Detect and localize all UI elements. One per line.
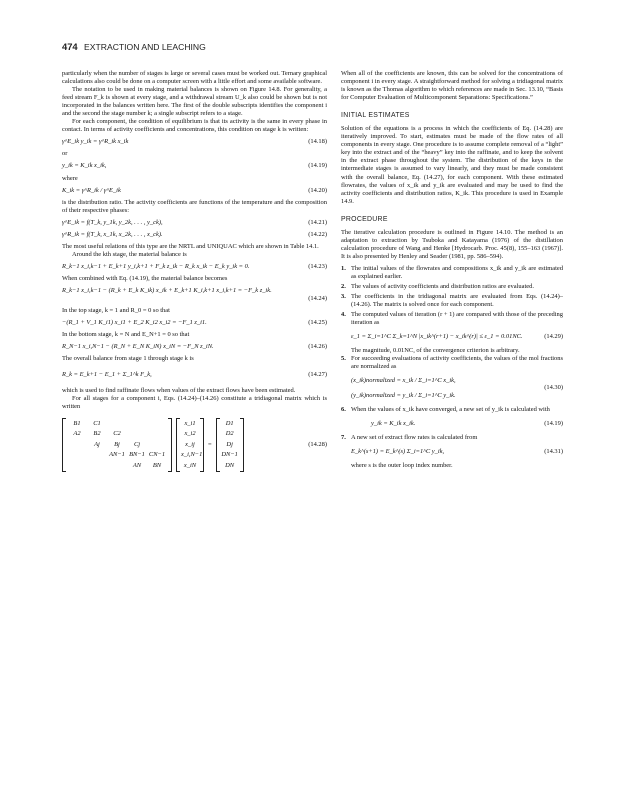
equation-text: R_k−1 x_i,k−1 − (R_k + E_k K_ik) x_ik + E_k+1 K_i,k+1 x_i,k+1 = −F_k z_ik. bbox=[62, 286, 272, 294]
equation-14-30 bbox=[341, 377, 563, 399]
equation-text: y_ik = K_ik x_ik, bbox=[62, 162, 107, 170]
item-text: The coefficients in the tridiagonal matrix are evaluated from Eqs. (14.24)–(14.26). The matrix is solved once for each component. bbox=[351, 293, 563, 309]
matrix-cell: B2 bbox=[93, 430, 101, 438]
equation-number: (14.27) bbox=[308, 371, 327, 379]
paragraph: The magnitude, 0.01NC, of the convergence criterion is arbitrary. bbox=[351, 347, 520, 355]
paragraph: Around the kth stage, the material balance is bbox=[72, 250, 187, 258]
list-item bbox=[341, 265, 563, 281]
equation-number: (14.31) bbox=[544, 447, 563, 455]
matrix-cell: AN−1 bbox=[109, 451, 125, 459]
paragraph: For each component, the condition of equilibrium is that its activity is the same in every phase in contact. In terms of activity coefficients and concentrations, this condition on stage k is written: bbox=[62, 118, 327, 134]
matrix-row bbox=[67, 419, 167, 430]
item-text: The values of activity coefficients and distribution ratios are evaluated. bbox=[351, 283, 534, 291]
item-text: When the values of x_ik have converged, a new set of y_ik is calculated with bbox=[351, 405, 550, 413]
text-where: where bbox=[62, 174, 78, 182]
equation-number: (14.30) bbox=[544, 384, 563, 392]
vector-cell: D2 bbox=[225, 430, 234, 437]
equation-text: R_k−1 x_i,k−1 + E_k+1 y_i,k+1 + F_k z_ik − R_k x_ik − E_k y_ik = 0. bbox=[62, 262, 250, 270]
equation-14-23 bbox=[62, 263, 327, 271]
matrix-cell: A2 bbox=[73, 430, 81, 438]
vector-cell: DN−1 bbox=[221, 451, 238, 458]
matrix-row bbox=[67, 461, 167, 472]
equation-14-31 bbox=[341, 448, 563, 456]
paragraph: The overall balance from stage 1 through stage k is bbox=[62, 355, 194, 363]
page-number: 474 bbox=[62, 41, 78, 52]
equation-text: (x_ik)normalized = x_ik / Σ_i=1^C x_ik, bbox=[351, 377, 456, 385]
equation-14-26 bbox=[62, 343, 327, 351]
vector-cell: x_i2 bbox=[184, 430, 196, 437]
vector-cell: Dj bbox=[226, 440, 233, 448]
equation-number: (14.18) bbox=[308, 138, 327, 146]
vector-cell: DN bbox=[225, 461, 235, 469]
text-or: or bbox=[62, 150, 68, 158]
vector-cell: x_iN bbox=[183, 461, 197, 469]
equation-number: (14.29) bbox=[544, 333, 563, 341]
equation-number: (14.21) bbox=[308, 218, 327, 226]
equation-14-20 bbox=[62, 187, 327, 195]
running-header bbox=[62, 41, 562, 52]
matrix-cell: Bj bbox=[114, 440, 120, 448]
paragraph: where s is the outer loop index number. bbox=[351, 461, 453, 469]
matrix-cell: Aj bbox=[94, 440, 100, 448]
item-text: For succeeding evaluations of activity coefficients, the values of the mol fractions are normalized as bbox=[351, 355, 563, 371]
vector-cell: x_ij bbox=[185, 440, 195, 448]
matrix-cell: C1 bbox=[93, 419, 101, 427]
list-item bbox=[341, 355, 563, 371]
equation-text: y_ik = K_ik x_ik. bbox=[371, 419, 416, 427]
equation-number: (14.19) bbox=[308, 162, 327, 170]
tridiagonal-matrix-equation bbox=[62, 418, 327, 473]
equation-number: (14.28) bbox=[308, 440, 327, 448]
list-item bbox=[341, 406, 563, 414]
equation-number: (14.20) bbox=[308, 186, 327, 194]
rhs-vector bbox=[216, 418, 244, 473]
vector-cell: x_i1 bbox=[184, 419, 196, 427]
vector-cell: x_i,N−1 bbox=[181, 451, 203, 458]
item-number: 5. bbox=[341, 355, 346, 363]
equation-text: E_k^(s+1) = E_k^(s) Σ_i=1^C y_ik, bbox=[351, 447, 445, 455]
unknown-vector bbox=[176, 418, 204, 473]
list-item bbox=[341, 311, 563, 327]
list-item bbox=[341, 434, 563, 442]
equation-14-18 bbox=[62, 138, 327, 146]
equation-text: γ^R_ik = f(T_k, x_1k, x_2k, . . . , x_ck). bbox=[62, 230, 163, 238]
matrix-row bbox=[67, 440, 167, 451]
right-column bbox=[341, 70, 563, 470]
equation-text: −(R_1 + V_1 K_i1) x_i1 + E_2 K_i2 x_i2 = −F_1 z_i1. bbox=[62, 319, 207, 327]
equation-text: ε_1 = Σ_i=1^C Σ_k=1^N |x_ik^(r+1) − x_ik^(r)| ≤ ε_1 = 0.01NC. bbox=[351, 333, 523, 341]
equation-number: (14.25) bbox=[308, 319, 327, 327]
equation-text: R_k = E_k+1 − E_1 + Σ_1^k F_k, bbox=[62, 371, 152, 379]
vector-cell: D1 bbox=[225, 419, 234, 427]
equation-text: γ^E_ik y_ik = γ^R_ik x_ik bbox=[62, 138, 129, 146]
list-item bbox=[341, 293, 563, 309]
paragraph: In the top stage, k = 1 and R_0 = 0 so that bbox=[62, 307, 170, 315]
section-heading: INITIAL ESTIMATES bbox=[341, 112, 410, 120]
left-column bbox=[62, 70, 327, 478]
item-number: 2. bbox=[341, 283, 346, 291]
equation-text: R_N−1 x_i,N−1 − (R_N + E_N K_iN) x_iN = −F_N z_iN. bbox=[62, 343, 214, 351]
equation-14-19 bbox=[62, 162, 327, 170]
item-number: 7. bbox=[341, 433, 346, 441]
equation-14-24 bbox=[62, 287, 327, 303]
matrix-cell: B1 bbox=[73, 419, 81, 427]
coefficient-matrix bbox=[62, 418, 172, 473]
item-number: 3. bbox=[341, 293, 346, 301]
item-text: A new set of extract flow rates is calculated from bbox=[351, 433, 478, 441]
matrix-cell: CN−1 bbox=[148, 451, 166, 459]
equation-text: K_ik = γ^R_ik / γ^E_ik bbox=[62, 186, 121, 194]
section-heading: PROCEDURE bbox=[341, 215, 388, 223]
equation-number: (14.22) bbox=[308, 230, 327, 238]
item-text: The computed values of iteration (r + 1) are compared with those of the preceding iteration as bbox=[351, 311, 563, 327]
paragraph: The notation to be used in making material balances is shown on Figure 14.8. For generality, a feed stream F_k is shown at every stage, and a withdrawal stream U_k also could be shown but is not incorporated in the balances written here. The first of the double subscripts identifies the component i and the second the stage number k; a single subscript refers to a stage. bbox=[62, 86, 327, 118]
equation-14-27 bbox=[62, 371, 327, 379]
equation-14-22 bbox=[62, 231, 327, 239]
equation-14-25 bbox=[62, 319, 327, 327]
equation-text: γ^E_ik = f(T_k, y_1k, y_2k, . . . , y_ck), bbox=[62, 218, 163, 226]
procedure-list bbox=[341, 406, 563, 414]
procedure-list bbox=[341, 355, 563, 371]
paragraph: The iterative calculation procedure is outlined in Figure 14.10. The method is an adaptation to extraction by Tsuboka and Katayama (1976) of the distillation calculation procedure of Wang and Henke [Hydrocarb. Proc. 45(8), 155–163 (1967)]. It is also presented by Henley and Seader (1981, pp. 586–594). bbox=[341, 228, 563, 260]
item-text: The initial values of the flowrates and compositions x_ik and y_ik are estimated as explained earlier. bbox=[351, 264, 563, 280]
paragraph: When combined with Eq. (14.19), the material balance becomes bbox=[62, 274, 228, 282]
procedure-list bbox=[341, 265, 563, 327]
paragraph: particularly when the number of stages is large or several cases must be worked out. Ternary graphical calculations also could be done on a computer screen with a little effort and some available software. bbox=[62, 70, 327, 86]
matrix-cell: BN bbox=[152, 461, 162, 469]
paragraph: For all stages for a component i, Eqs. (14.24)–(14.26) constitute a tridiagonal matrix which is written bbox=[62, 395, 327, 411]
paragraph: When all of the coefficients are known, this can be solved for the concentrations of component i in every stage. A straightforward method for solving a tridiagonal matrix is known as the Thomas algorithm to which references are made in Sec. 13.10, “Basis for Computer Evaluation of Multicomponent Separations: Specifications.” bbox=[341, 70, 563, 102]
equation-number: (14.23) bbox=[308, 262, 327, 270]
running-title: EXTRACTION AND LEACHING bbox=[84, 42, 206, 52]
equals-sign: = bbox=[208, 440, 212, 448]
equation-14-19b bbox=[341, 420, 563, 428]
matrix-cell: C2 bbox=[113, 430, 121, 438]
equation-14-29 bbox=[341, 333, 563, 341]
matrix-row bbox=[67, 429, 167, 440]
matrix-cell: Cj bbox=[133, 440, 141, 448]
item-number: 6. bbox=[341, 405, 346, 413]
equation-number: (14.26) bbox=[308, 343, 327, 351]
equation-number: (14.24) bbox=[308, 295, 327, 303]
paragraph: In the bottom stage, k = N and E_N+1 = 0 so that bbox=[62, 331, 190, 339]
paragraph: Solution of the equations is a process in which the coefficients of Eq. (14.28) are iteratively improved. To start, estimates must be made of the flow rates of all components in every stage. One procedure is to assume complete removal of a “light” key into the extract and of the “heavy” key into the raffinate, and to keep the solvent in the extract phase throughout the system. The distribution of the keys in the intermediate stages is assumed to vary linearly, and they must be made consistent with the overall balance, Eq. (14.27), for each component. With these estimated flowrates, the values of x_ik and y_ik are evaluated and may be used to find the activity coefficients and distribution ratios, K_ik. This procedure is used in Example 14.9. bbox=[341, 125, 563, 205]
equation-number: (14.19) bbox=[544, 419, 563, 427]
paragraph: which is used to find raffinate flows when values of the extract flows have been estimated. bbox=[62, 387, 296, 395]
matrix-cell: AN bbox=[132, 461, 142, 469]
procedure-list bbox=[341, 434, 563, 442]
item-number: 4. bbox=[341, 311, 346, 319]
paragraph: is the distribution ratio. The activity coefficients are functions of the temperature and the composition of their respective phases: bbox=[62, 198, 327, 214]
equation-14-21 bbox=[62, 219, 327, 227]
item-number: 1. bbox=[341, 264, 346, 272]
list-item bbox=[341, 283, 563, 291]
matrix-row bbox=[67, 450, 167, 461]
paragraph: The most useful relations of this type are the NRTL and UNIQUAC which are shown in Table 14.1. bbox=[62, 242, 319, 250]
matrix-cell: BN−1 bbox=[129, 451, 145, 459]
equation-text: (y_ik)normalized = y_ik / Σ_i=1^C y_ik. bbox=[351, 391, 456, 399]
